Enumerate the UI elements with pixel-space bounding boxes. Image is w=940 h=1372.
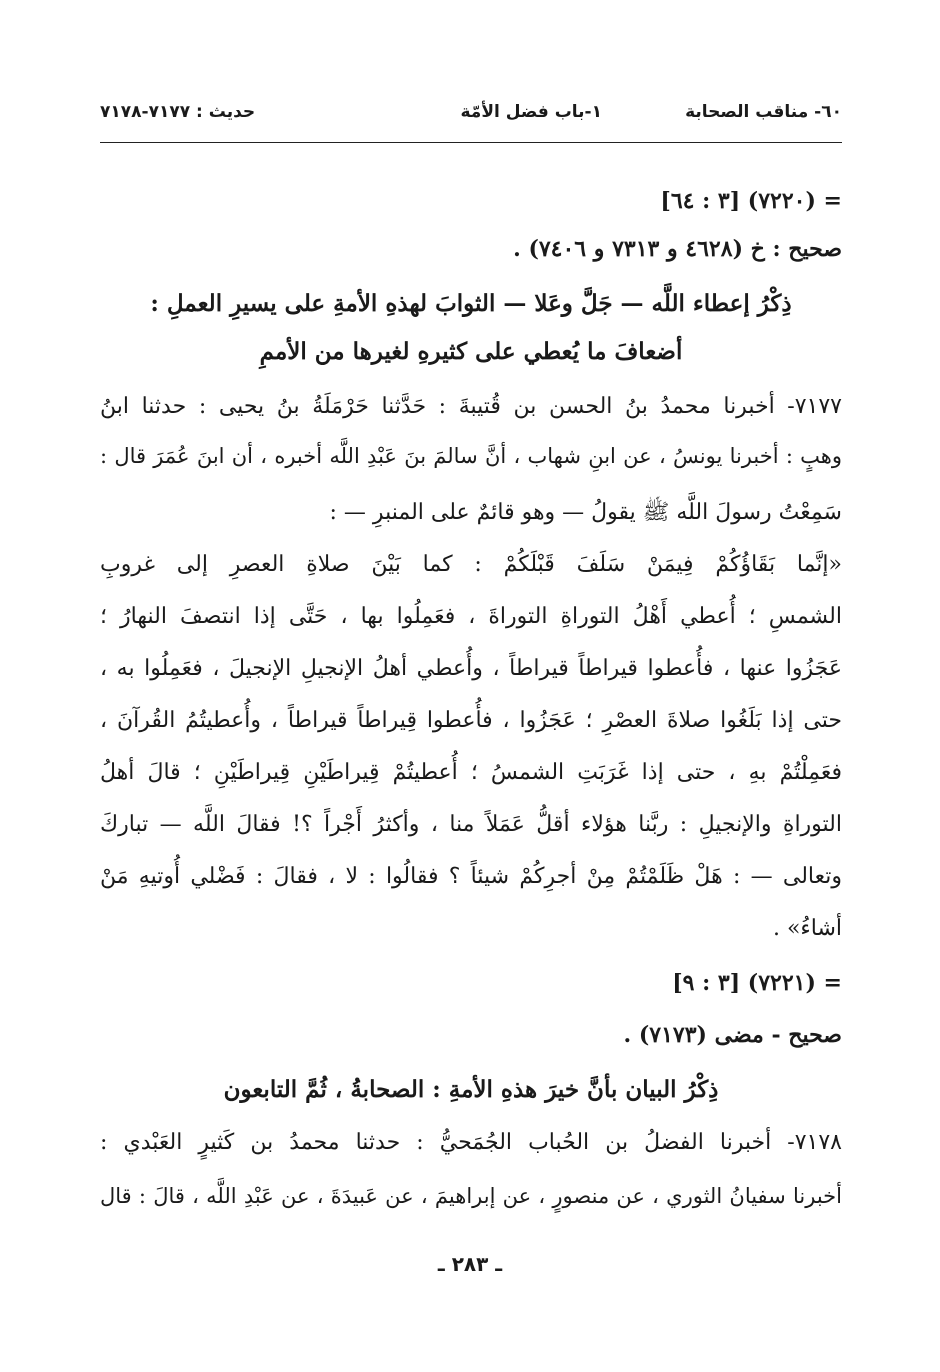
hadith-7177-matn-line-8: أشاءُ» . bbox=[772, 916, 842, 941]
section-title: ١-باب فضل الأمّة bbox=[460, 102, 602, 122]
chapter-title: ٦٠- مناقب الصحابة bbox=[685, 102, 842, 122]
hadith-7177-matn-line-4: حتى إذا بَلَغُوا صلاةَ العصْرِ ؛ عَجَزُوا ، فأُعطوا قِيراطاً قيراطاً ، وأُعطيتُمُ القُرآنَ ، bbox=[100, 708, 842, 733]
chapter-heading-1-line-1: ذِكْرُ إعطاء اللَّه — جَلَّ وعَلا — الثوابَ لهذهِ الأمةِ على يسيرِ العملِ : bbox=[150, 290, 792, 317]
cross-reference-7220: = (٧٢٢٠) [٣ : ٦٤] bbox=[660, 188, 842, 214]
page-number: ـ ٢٨٣ ـ bbox=[437, 1252, 503, 1276]
hadith-7178-isnad-line-2: أخبرنا سفيانُ الثوري ، عن منصورٍ ، عن إبراهيمَ ، عن عَبيدَةَ ، عن عَبْدِ اللَّه ، قالَ : قال bbox=[100, 1184, 842, 1208]
hadith-7177-isnad-line-1: ٧١٧٧- أخبرنا محمدُ بنُ الحسن بن قُتيبةَ : حَدَّثنا حَرْمَلَةُ بنُ يحيى : حدثنا ابنُ bbox=[100, 394, 842, 419]
hadith-range: حديث : ٧١٧٧-٧١٧٨ bbox=[100, 102, 256, 122]
hadith-7177-intro: سَمِعْتُ رسولَ اللَّه ﷺ يقولُ — وهو قائمٌ على المنبرِ — : bbox=[329, 500, 842, 525]
header-rule bbox=[100, 142, 842, 143]
hadith-7177-matn-line-3: عَجَزُوا عنها ، فأُعطوا قيراطاً قيراطاً ، وأُعطي أهلُ الإنجيلِ الإنجيلَ ، فعَمِلُوا به ، bbox=[100, 656, 842, 681]
hadith-7177-matn-line-5: فعَمِلْتُمْ بهِ ، حتى إذا غَرَبَتِ الشمسُ ؛ أُعطيتُمْ قِيراطَيْنِ قِيراطَيْنِ ؛ قالَ أهلُ bbox=[100, 760, 842, 785]
hadith-7177-matn-line-2: الشمسِ ؛ أُعطي أَهْلُ التوراةِ التوراةَ ، فعَمِلُوا بها ، حَتَّى إذا انتصفَ النهارُ ؛ bbox=[100, 604, 842, 629]
hadith-7177-isnad-line-2: وهبٍ : أخبرنا يونسُ ، عن ابنِ شهاب ، أنَّ سالمَ بنَ عَبْدِ اللَّه أخبره ، أن ابنَ عُمَرَ قال : bbox=[100, 444, 842, 468]
running-header bbox=[100, 102, 842, 142]
grading-7178: صحيح - مضى (٧١٧٣) . bbox=[623, 1022, 842, 1048]
chapter-heading-1-line-2: أضعافَ ما يُعطي على كثيرهِ لغيرها من الأممِ bbox=[259, 338, 683, 365]
hadith-7177-matn-line-6: التوراةِ والإنجيلِ : ربَّنا هؤلاء أقلُّ عَمَلاً منا ، وأكثرُ أَجْراً ؟! فقالَ اللَّه — تباركَ bbox=[100, 812, 842, 837]
hadith-7177-matn-line-1: «إنَّما بَقَاؤُكُمْ فِيمَنْ سَلَفَ قَبْلَكُمْ : كما بَيْنَ صلاةِ العصرِ إلى غروبِ bbox=[100, 552, 842, 577]
hadith-7178-isnad-line-1: ٧١٧٨- أخبرنا الفضلُ بن الحُباب الجُمَحيُّ : حدثنا محمدُ بن كَثيرٍ العَبْدي : bbox=[100, 1130, 842, 1155]
grading-7177: صحيح : خ (٤٦٢٨ و ٧٣١٣ و ٧٤٠٦) . bbox=[513, 236, 842, 262]
cross-reference-7221: = (٧٢٢١) [٣ : ٩] bbox=[672, 970, 842, 996]
chapter-heading-2: ذِكْرُ البيان بأنَّ خيرَ هذهِ الأمةِ : الصحابةُ ، ثُمَّ التابعون bbox=[223, 1076, 719, 1103]
hadith-7177-matn-line-7: وتعالى — : هَلْ ظَلَمْتُمْ مِنْ أجرِكُمْ شيئاً ؟ فقالُوا : لا ، فقالَ : فَضْلي أُوتيهِ مَنْ bbox=[100, 864, 842, 889]
